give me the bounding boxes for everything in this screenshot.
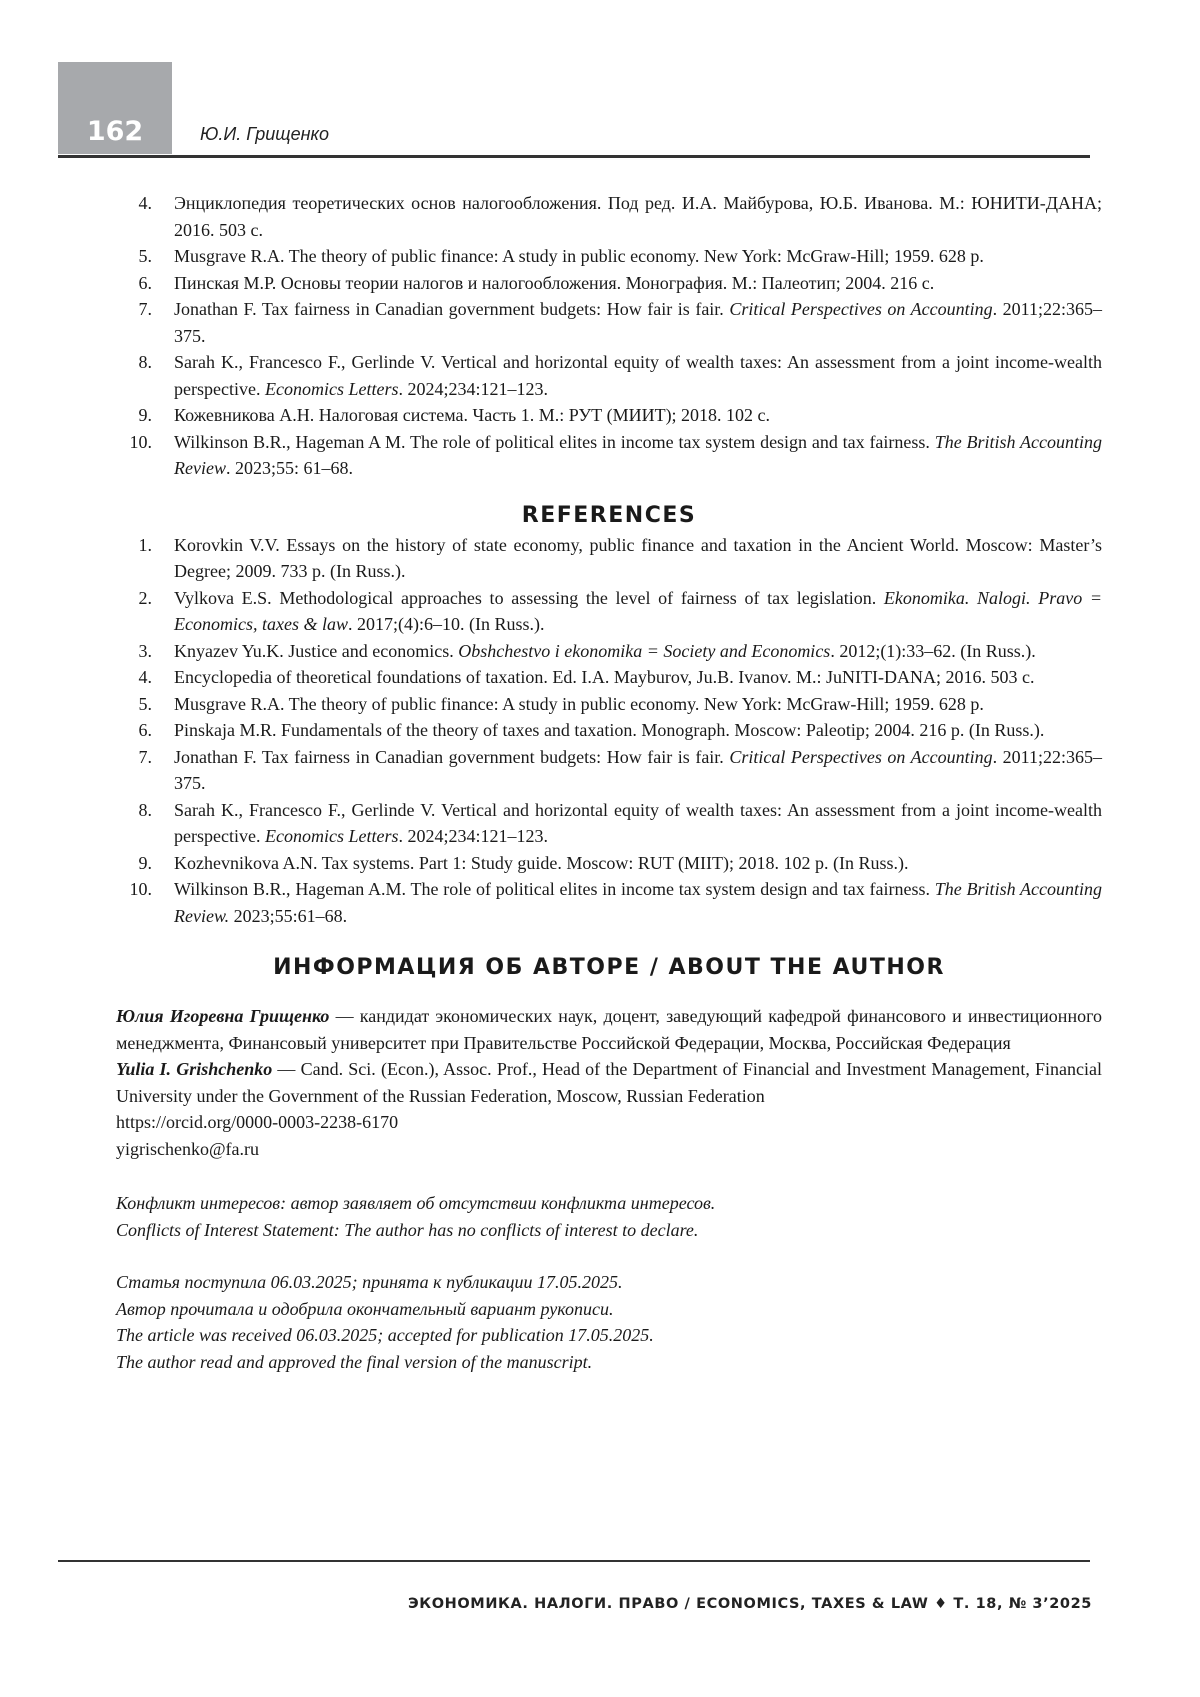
reference-journal: Economics Letters	[264, 826, 399, 846]
reference-item	[116, 402, 1102, 429]
reference-item	[116, 429, 1102, 482]
reference-number: 8.	[138, 799, 152, 820]
reference-item	[116, 717, 1102, 744]
reference-journal: The British Accounting Review.	[174, 879, 1102, 926]
reference-text: Knyazev Yu.K. Justice and economics.	[174, 640, 459, 661]
reference-number: 4.	[138, 193, 152, 213]
author-en-name: Yulia I. Grishchenko	[116, 1059, 273, 1079]
reference-journal: Obshchestvo i ekonomika = Society and Economics	[458, 640, 831, 661]
reference-tail: . 2024;234:121–123.	[398, 378, 548, 399]
reference-item	[116, 744, 1102, 797]
author-info	[116, 1003, 1102, 1162]
reference-item	[116, 270, 1102, 297]
conflict-statement	[116, 1190, 1102, 1243]
diamond-icon: ♦	[934, 1596, 948, 1612]
header-rule	[58, 155, 1090, 158]
page-number: 162	[86, 116, 144, 147]
reference-text: Musgrave R.A. The theory of public finance: A study in public economy. New York: McGraw-Hill; 1959. 628 p.	[174, 693, 984, 714]
conflict-ru: Конфликт интересов: автор заявляет об отсутствии конфликта интересов.	[116, 1193, 716, 1213]
reference-item	[116, 876, 1102, 929]
reference-number: 7.	[138, 746, 152, 767]
reference-number: 5.	[138, 246, 152, 266]
reference-item	[116, 585, 1102, 638]
reference-text: Musgrave R.A. The theory of public finance: A study in public economy. New York: McGraw-Hill; 1959. 628 p.	[174, 246, 984, 266]
author-en-description: — Cand. Sci. (Econ.), Assoc. Prof., Head of the Department of Financial and Investment Management, Financial University under the Government of the Russian Federation, Moscow, Russian Federation	[116, 1059, 1102, 1106]
conflict-en: Conflicts of Interest Statement: The author has no conflicts of interest to declare.	[116, 1219, 699, 1240]
reference-text: Pinskaja M.R. Fundamentals of the theory of taxes and taxation. Monograph. Moscow: Paleotip; 2004. 216 p. (In Russ.).	[174, 720, 1045, 740]
footer-rule	[58, 1560, 1090, 1562]
references-list	[116, 532, 1102, 930]
author-heading: ИНФОРМАЦИЯ ОБ АВТОРЕ / ABOUT THE AUTHOR	[273, 955, 945, 980]
reference-journal: Critical Perspectives on Accounting	[729, 299, 993, 319]
author-ru	[116, 1003, 1102, 1056]
reference-item	[116, 243, 1102, 270]
reference-text: Kozhevnikova A.N. Tax systems. Part 1: Study guide. Moscow: RUT (MIIT); 2018. 102 p. (In Russ.).	[174, 852, 909, 873]
reference-item	[116, 638, 1102, 665]
reference-text: Пинская М.Р. Основы теории налогов и налогообложения. Монография. М.: Палеотип; 2004. 216 с.	[174, 272, 935, 293]
reference-text: Korovkin V.V. Essays on the history of state economy, public finance and taxation in the Ancient World. Moscow: Master’s Degree; 2009. 733 p. (In Russ.).	[174, 534, 1102, 581]
author-orcid[interactable]: https://orcid.org/0000-0003-2238-6170	[116, 1112, 399, 1132]
reference-number: 6.	[138, 272, 152, 293]
reference-text: Vylkova E.S. Methodological approaches to assessing the level of fairness of tax legislation.	[174, 587, 884, 608]
reference-number: 10.	[129, 879, 152, 899]
reference-text: Jonathan F. Tax fairness in Canadian government budgets: How fair is fair.	[174, 299, 730, 319]
reference-text: Sarah K., Francesco F., Gerlinde V. Vertical and horizontal equity of wealth taxes: An assessment from a joint income-wealth perspective.	[174, 799, 1102, 846]
reference-journal: Economics Letters	[264, 378, 399, 399]
reference-text: Wilkinson B.R., Hageman A M. The role of political elites in income tax system design and tax fairness.	[174, 431, 935, 452]
author-ru-description: — кандидат экономических наук, доцент, заведующий кафедрой финансового и инвестиционного менеджмента, Финансовый университет при Правительстве Российской Федерации, Москва, Российская Федерация	[116, 1006, 1103, 1053]
reference-text: Jonathan F. Tax fairness in Canadian government budgets: How fair is fair.	[174, 746, 730, 767]
article-dates	[116, 1269, 1102, 1375]
author-ru-name: Юлия Игоревна Грищенко	[116, 1006, 330, 1026]
running-foot	[408, 1596, 1092, 1612]
author-email[interactable]: yigrischenko@fa.ru	[116, 1138, 260, 1159]
received-en: The article was received 06.03.2025; accepted for publication 17.05.2025.	[116, 1325, 654, 1345]
reference-number: 8.	[138, 352, 152, 372]
received-ru: Статья поступила 06.03.2025; принята к публикации 17.05.2025.	[116, 1272, 623, 1292]
reference-text: Энциклопедия теоретических основ налогообложения. Под ред. И.А. Майбурова, Ю.Б. Иванова. М.: ЮНИТИ-ДАНА; 2016. 503 с.	[174, 193, 1102, 240]
reference-item	[116, 691, 1102, 718]
page-content	[116, 190, 1102, 1375]
reference-number: 4.	[138, 667, 152, 687]
reference-tail: . 2011;22:365–375.	[174, 299, 1102, 346]
reference-item	[116, 850, 1102, 877]
reference-item	[116, 797, 1102, 850]
reference-number: 7.	[138, 299, 152, 319]
reference-number: 3.	[138, 640, 152, 661]
reference-text: Sarah K., Francesco F., Gerlinde V. Vertical and horizontal equity of wealth taxes: An assessment from a joint income-wealth perspective.	[174, 352, 1102, 399]
reference-number: 9.	[138, 405, 152, 425]
reference-journal: The British Accounting Review	[174, 431, 1102, 478]
reference-tail: . 2017;(4):6–10. (In Russ.).	[347, 614, 545, 634]
reference-number: 9.	[138, 852, 152, 873]
reference-text: Encyclopedia of theoretical foundations of taxation. Ed. I.A. Mayburov, Ju.B. Ivanov. M.: JuNITI-DANA; 2016. 503 c.	[174, 667, 1035, 687]
footer-journal: ЭКОНОМИКА. НАЛОГИ. ПРАВО / ECONOMICS, TAXES & LAW	[408, 1596, 929, 1612]
reference-item	[116, 349, 1102, 402]
reference-number: 5.	[138, 693, 152, 714]
reference-number: 10.	[129, 431, 152, 452]
reference-item	[116, 190, 1102, 243]
approved-en: The author read and approved the final version of the manuscript.	[116, 1351, 593, 1372]
reference-item	[116, 532, 1102, 585]
running-head-author: Ю.И. Грищенко	[200, 124, 330, 144]
reference-journal: Ekonomika. Nalogi. Pravo = Economics, taxes & law	[174, 587, 1102, 634]
reference-item	[116, 664, 1102, 691]
author-en	[116, 1056, 1102, 1109]
reference-tail: . 2024;234:121–123.	[398, 826, 548, 846]
reference-tail: . 2023;55: 61–68.	[225, 458, 353, 478]
approved-ru: Автор прочитала и одобрила окончательный вариант рукописи.	[116, 1298, 614, 1319]
reference-journal: Critical Perspectives on Accounting	[729, 746, 993, 767]
reference-tail: . 2012;(1):33–62. (In Russ.).	[830, 640, 1036, 661]
reference-tail: . 2011;22:365–375.	[174, 746, 1102, 793]
reference-tail: 2023;55:61–68.	[229, 905, 348, 926]
literature-list	[116, 190, 1102, 482]
reference-text: Кожевникова А.Н. Налоговая система. Часть 1. М.: РУТ (МИИТ); 2018. 102 с.	[174, 405, 771, 425]
reference-text: Wilkinson B.R., Hageman A.M. The role of political elites in income tax system design and tax fairness.	[174, 879, 935, 899]
references-heading: REFERENCES	[521, 502, 697, 528]
reference-item	[116, 296, 1102, 349]
footer-issue: Т. 18, № 3’2025	[953, 1596, 1092, 1612]
reference-number: 1.	[138, 534, 152, 555]
reference-number: 6.	[138, 720, 152, 740]
reference-number: 2.	[138, 587, 152, 608]
